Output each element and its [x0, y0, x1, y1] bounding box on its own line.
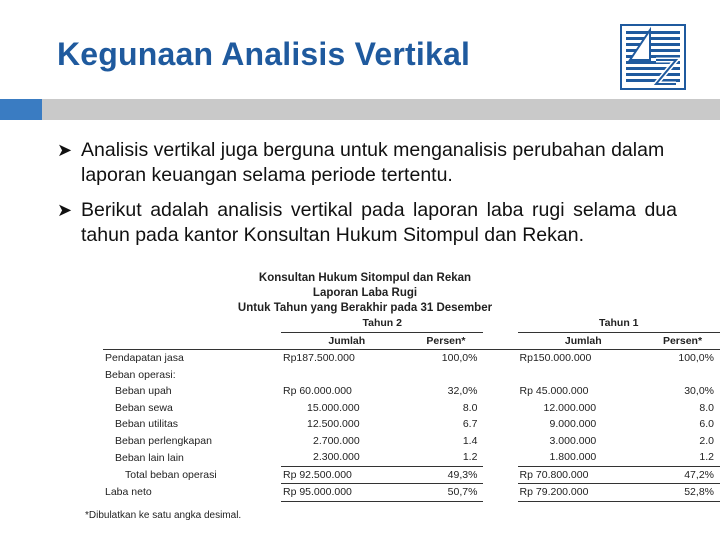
table-row: Beban utilitas 12.500.000 6.7 9.000.000 6.0: [115, 418, 714, 431]
report-period: Untuk Tahun yang Berakhir pada 31 Desember: [237, 302, 493, 314]
year2-header: Tahun 2: [281, 315, 483, 332]
report-heading: [230, 271, 500, 316]
table-row: Total beban operasi Rp 92.500.000 49,3% Rp 70.800.000 47,2%: [103, 466, 720, 484]
arrow-bullet-icon: ➤: [57, 140, 73, 160]
table-row: Beban lain lain 2.300.000 1.2 1.800.000 1.2: [103, 449, 720, 466]
bullet-text: Analisis vertikal juga berguna untuk menganalisis perubahan dalam laporan keuangan selama periode tertentu.: [81, 139, 665, 186]
col-header-amount: Jumlah: [281, 332, 412, 350]
report-company: Konsultan Hukum Sitompul dan Rekan: [258, 272, 472, 284]
table-row: Beban upah Rp 60.000.000 32,0% Rp 45.000.000 30,0%: [115, 385, 714, 398]
table-period-row: [103, 315, 720, 332]
table-row: Beban operasi:: [105, 368, 176, 381]
logo-icon: [620, 24, 686, 90]
table-row: Laba neto Rp 95.000.000 50,7% Rp 79.200.000 52,8%: [103, 484, 720, 502]
slide-title: Kegunaan Analisis Vertikal: [57, 36, 471, 72]
table-column-row: [103, 332, 720, 350]
year1-header: Tahun 1: [518, 315, 720, 332]
bullet-item: [57, 198, 677, 248]
table-row: Beban perlengkapan 2.700.000 1.4 3.000.000 2.0: [115, 434, 714, 447]
col-header-percent: Persen*: [649, 332, 720, 350]
table-footnote: *Dibulatkan ke satu angka desimal.: [85, 510, 242, 521]
bullet-text: Berikut adalah analisis vertikal pada laporan laba rugi selama dua tahun pada kantor Konsultan Hukum Sitompul dan Rekan.: [81, 199, 677, 246]
col-header-amount: Jumlah: [518, 332, 649, 350]
bullet-list: [57, 138, 677, 258]
title-rule-accent: [0, 99, 42, 120]
table-row: Beban sewa 15.000.000 8.0 12.000.000 8.0: [115, 401, 714, 414]
report-statement: Laporan Laba Rugi: [312, 287, 418, 299]
bullet-item: [57, 138, 677, 188]
income-statement-table: [103, 315, 720, 502]
col-header-percent: Persen*: [412, 332, 483, 350]
table-row: Pendapatan jasa Rp187.500.000 100,0% Rp150.000.000 100,0%: [105, 352, 714, 365]
arrow-bullet-icon: ➤: [57, 200, 73, 220]
title-rule-bar: [42, 99, 720, 120]
